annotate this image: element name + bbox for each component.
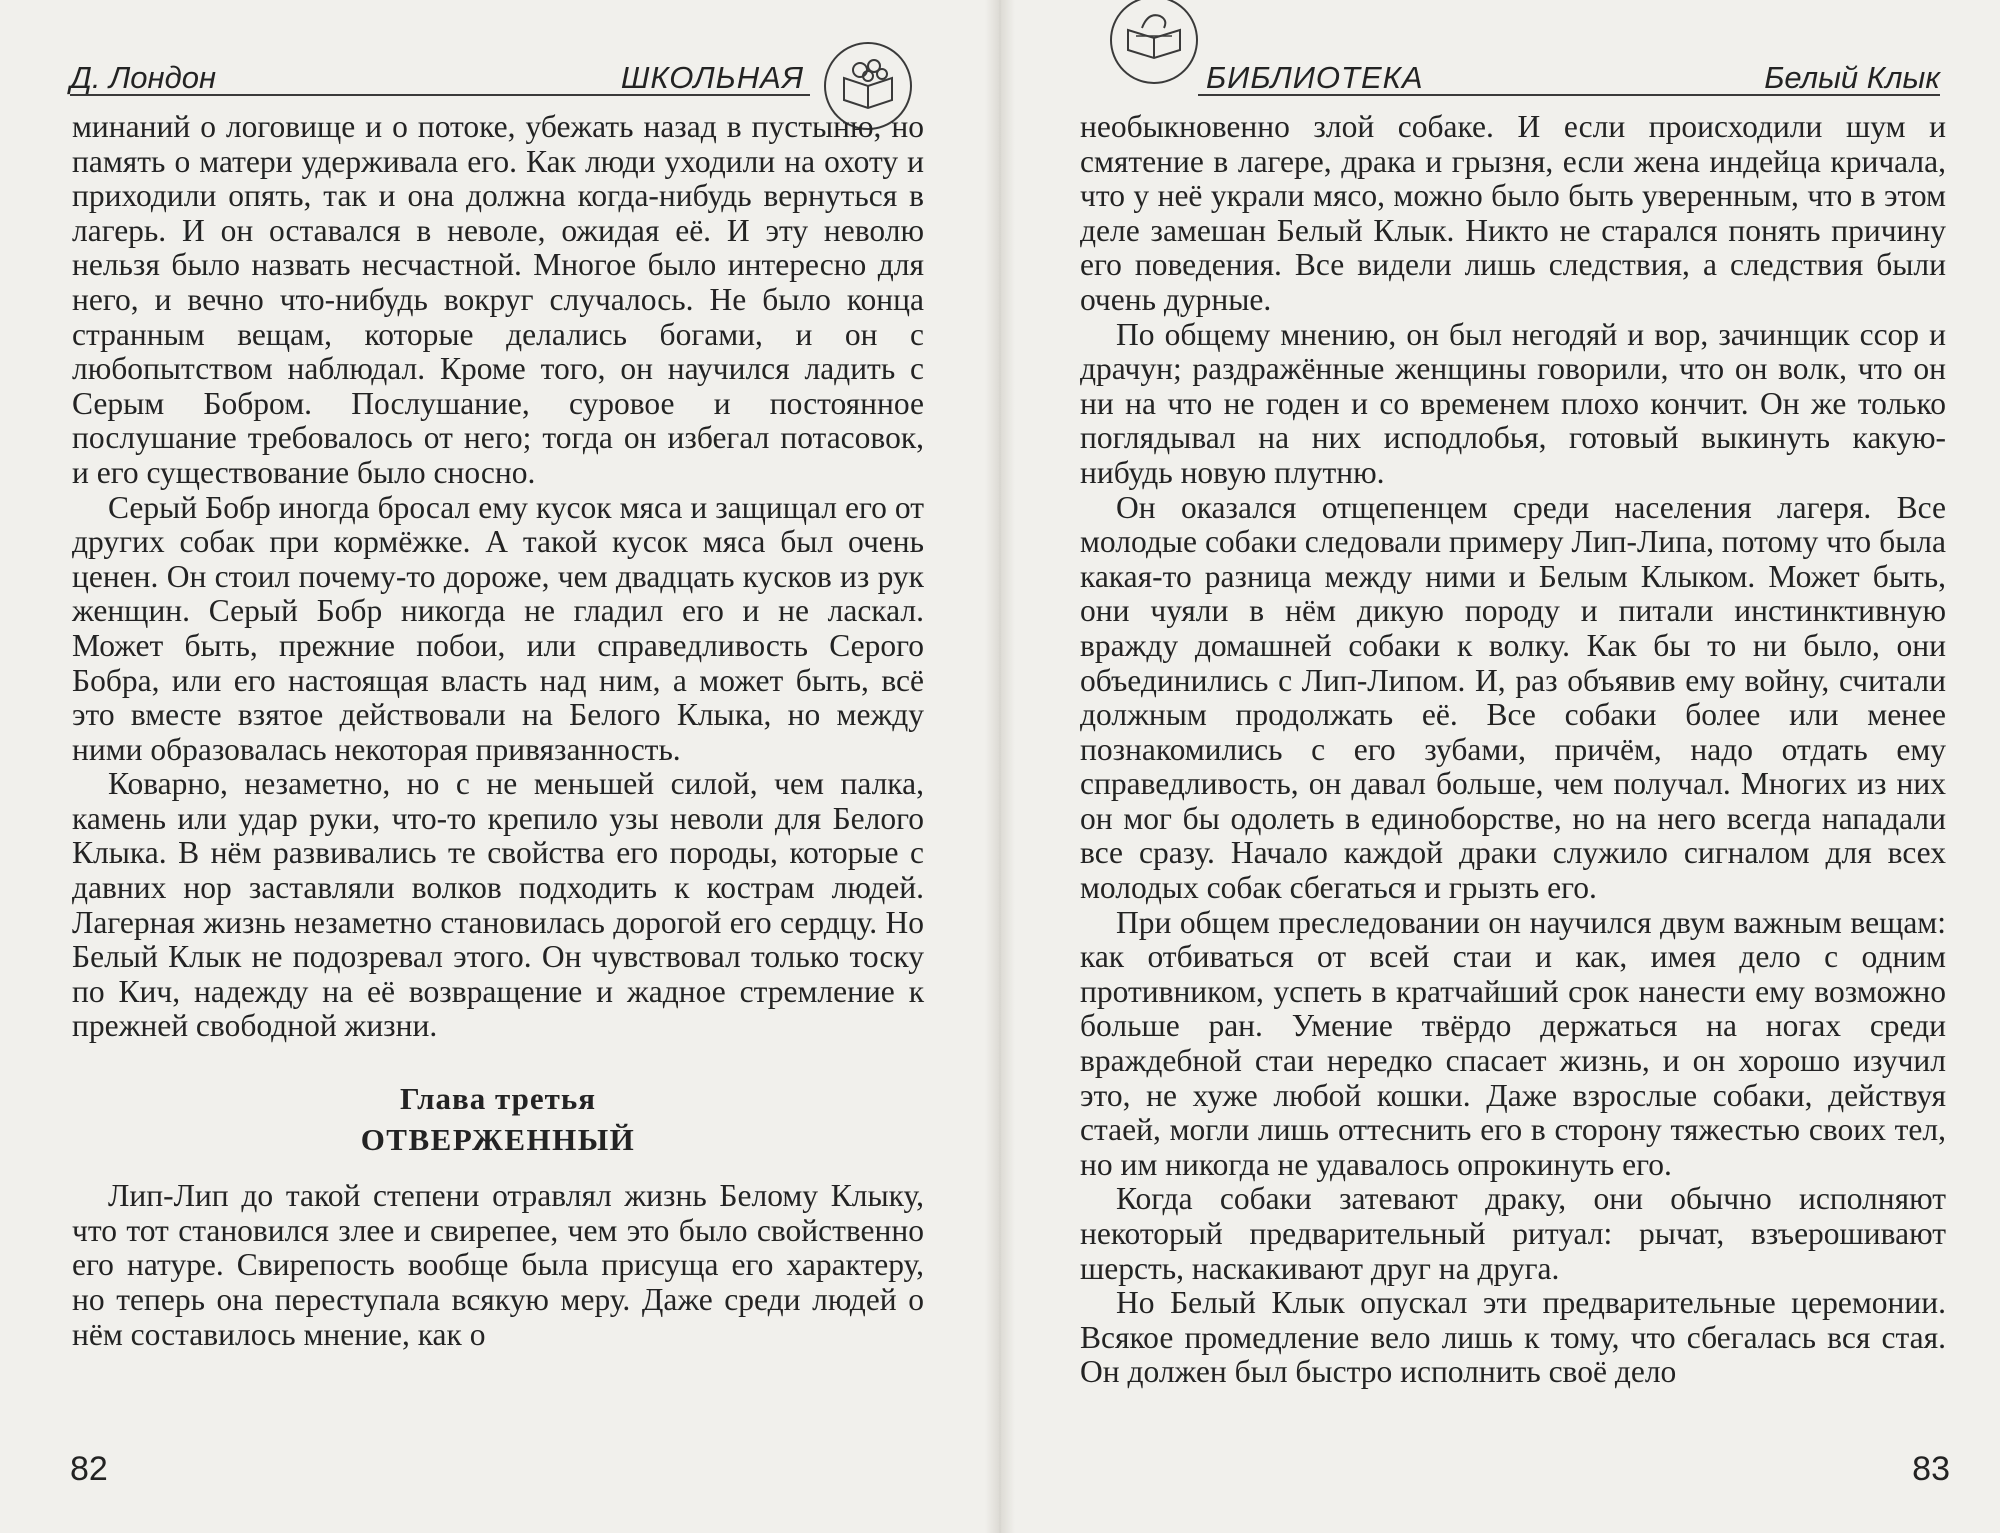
page-number: 83 xyxy=(1912,1450,1950,1488)
left-page-text xyxy=(72,110,924,1352)
paragraph: минаний о логовище и о потоке, убежать назад в пустыню, но память о матери удерживала его. Как люди уходили на охоту и приходили опять, так и она должна когда-нибудь вернуться в лагерь. И он оставался в неволе, ожидая её. И эту неволю нельзя было назвать несчастной. Многое было интересно для него, и вечно что-нибудь вокруг случалось. Не было конца странным вещам, которые делались богами, и он с любопытством наблюдал. Кроме того, он научился ладить с Серым Бобром. Послушание, суровое и постоянное послушание требовалось от него; тогда он избегал потасовок, и его существование было сносно. xyxy=(72,109,924,490)
paragraph: Коварно, незаметно, но с не меньшей силой, чем палка, камень или удар руки, что-то крепило узы неволи для Белого Клыка. В нём развивались те свойства его породы, которые с давних нор заставляли волков подходить к кострам людей. Лагерная жизнь незаметно становилась дорогой его сердцу. Но Белый Клык не подозревал этого. Он чувствовал только тоску по Кич, надежду на её возвращение и жадное стремление к прежней свободной жизни. xyxy=(72,766,924,1044)
right-page xyxy=(1010,0,2000,1533)
paragraph: Лип-Лип до такой степени отравлял жизнь Белому Клыку, что тот становился злее и свирепее, чем это было свойственно его натуре. Свирепость вообще была присуща его характеру, но теперь она переступала всякую меру. Даже среди людей о нём составилось мнение, как о xyxy=(72,1178,924,1352)
paragraph: Но Белый Клык опускал эти предварительные церемонии. Всякое промедление вело лишь к тому, что сбегалась вся стая. Он должен был быстро исполнить своё дело xyxy=(1080,1285,1946,1390)
header-book-title: Белый Клык xyxy=(1764,60,1940,95)
paragraph: Когда собаки затевают драку, они обычно исполняют некоторый предварительный ритуал: рычат, взъерошивают шерсть, наскакивают друг на друга. xyxy=(1080,1181,1946,1286)
chapter-title: ОТВЕРЖЕННЫЙ xyxy=(360,1121,636,1157)
paragraph: Серый Бобр иногда бросал ему кусок мяса и защищал его от других собак при кормёжке. А такой кусок мяса был очень ценен. Он стоил почему-то дороже, чем двадцать кусков из рук женщин. Серый Бобр никогда не гладил его и не ласкал. Может быть, прежние побои, или справедливость Серого Бобра, или его настоящая власть над ним, а может быть, всё это вместе взятое действовали на Белого Клыка, но между ними образовалась некоторая привязанность. xyxy=(72,489,924,767)
header-series: БИБЛИОТЕКА xyxy=(1206,60,1424,95)
page-number: 82 xyxy=(70,1450,108,1488)
paragraph: По общему мнению, он был негодяй и вор, зачинщик ссор и драчун; раздражённые женщины говорили, что он волк, что он ни на что не годен и со временем плохо кончит. Он же только поглядывал на них исподлобья, готовый выкинуть какую-нибудь новую плутню. xyxy=(1080,316,1946,490)
header-rule xyxy=(1198,94,1940,96)
header-author: Д. Лондон xyxy=(70,60,217,95)
chapter-heading: Глава третья xyxy=(399,1081,597,1117)
paragraph: Он оказался отщепенцем среди населения лагеря. Все молодые собаки следовали примеру Лип-Липа, потому что была какая-то разница между ними и Белым Клыком. Может быть, они чуяли в нём дикую породу и питали инстинктивную вражду домашней собаки к волку. Как бы то ни было, они объединились с Лип-Липом. И, раз объявив ему войну, считали должным продолжать её. Все собаки более или менее познакомились с его зубами, причём, надо отдать ему справедливость, он давал больше, чем получал. Многих из них он мог бы одолеть в единоборстве, но на него всегда нападали все сразу. Начало каждой драки служило сигналом для всех молодых собак сбегаться и грызть его. xyxy=(1080,489,1946,906)
left-page xyxy=(0,0,990,1533)
header-series: ШКОЛЬНАЯ xyxy=(620,60,804,95)
paragraph: При общем преследовании он научился двум важным вещам: как отбиваться от всей стаи и как, имея дело с одним противником, успеть в кратчайший срок нанести ему возможно больше ран. Умение твёрдо держаться на ногах среди враждебной стаи нередко спасает жизнь, и он хорошо изучил это, не хуже любой кошки. Даже взрослые собаки, действуя стаей, могли лишь оттеснить его в сторону тяжестью своих тел, но им никогда не удавалось опрокинуть его. xyxy=(1080,904,1946,1182)
right-page-text xyxy=(1080,110,1946,1390)
left-running-header xyxy=(70,46,900,106)
right-running-header xyxy=(1110,46,1940,106)
paragraph: необыкновенно злой собаке. И если происходили шум и смятение в лагере, драка и грызня, если жена индейца кричала, что у неё украли мясо, можно было быть уверенным, что в этом деле замешан Белый Клык. Никто не старался понять причину его поведения. Все видели лишь следствия, а следствия были очень дурные. xyxy=(1080,109,1946,317)
header-rule xyxy=(70,94,810,96)
